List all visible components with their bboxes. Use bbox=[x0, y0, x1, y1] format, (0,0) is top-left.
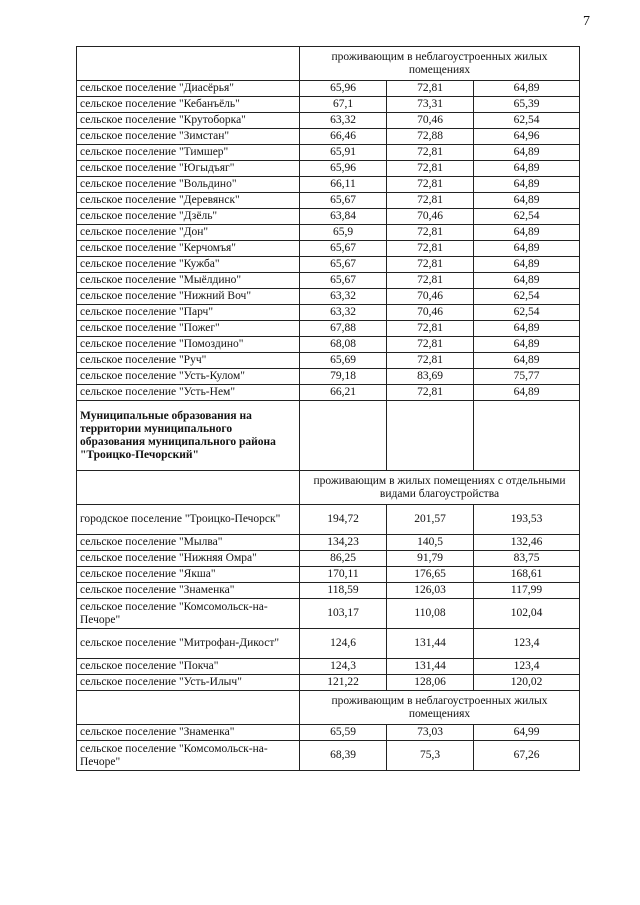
settlement-name: сельское поселение "Кужба" bbox=[77, 257, 300, 273]
value-2: 70,46 bbox=[387, 305, 474, 321]
value-2: 75,3 bbox=[387, 741, 474, 771]
value-3: 193,53 bbox=[474, 505, 580, 535]
settlement-name: сельское поселение "Вольдино" bbox=[77, 177, 300, 193]
value-3: 102,04 bbox=[474, 599, 580, 629]
tariff-table-body bbox=[77, 47, 580, 771]
settlement-name: сельское поселение "Диасёрья" bbox=[77, 81, 300, 97]
table-row bbox=[77, 177, 580, 193]
settlement-name: сельское поселение "Керчомъя" bbox=[77, 241, 300, 257]
settlement-name: сельское поселение "Парч" bbox=[77, 305, 300, 321]
value-3: 64,89 bbox=[474, 385, 580, 401]
table-row bbox=[77, 567, 580, 583]
value-3: 64,89 bbox=[474, 321, 580, 337]
value-2: 72,81 bbox=[387, 145, 474, 161]
value-3: 64,89 bbox=[474, 161, 580, 177]
settlement-name: сельское поселение "Югыдъяг" bbox=[77, 161, 300, 177]
value-3: 64,89 bbox=[474, 337, 580, 353]
settlement-name: сельское поселение "Зимстан" bbox=[77, 129, 300, 145]
table-row bbox=[77, 353, 580, 369]
table-row bbox=[77, 241, 580, 257]
value-2: 70,46 bbox=[387, 289, 474, 305]
value-1: 63,32 bbox=[300, 305, 387, 321]
settlement-name: городское поселение "Троицко-Печорск" bbox=[77, 505, 300, 535]
value-3: 64,89 bbox=[474, 241, 580, 257]
value-1: 65,67 bbox=[300, 193, 387, 209]
empty-cell bbox=[474, 401, 580, 471]
settlement-name: сельское поселение "Комсомольск-на-Печоре" bbox=[77, 741, 300, 771]
value-2: 72,81 bbox=[387, 337, 474, 353]
value-1: 65,67 bbox=[300, 257, 387, 273]
value-2: 72,81 bbox=[387, 353, 474, 369]
value-2: 176,65 bbox=[387, 567, 474, 583]
value-1: 65,9 bbox=[300, 225, 387, 241]
settlement-name: сельское поселение "Покча" bbox=[77, 659, 300, 675]
table-row bbox=[77, 583, 580, 599]
value-1: 67,88 bbox=[300, 321, 387, 337]
value-2: 72,81 bbox=[387, 193, 474, 209]
value-1: 68,08 bbox=[300, 337, 387, 353]
table-row bbox=[77, 551, 580, 567]
value-3: 62,54 bbox=[474, 289, 580, 305]
value-1: 66,21 bbox=[300, 385, 387, 401]
value-2: 70,46 bbox=[387, 209, 474, 225]
table-row bbox=[77, 599, 580, 629]
header-row-block3 bbox=[77, 691, 580, 725]
value-3: 67,26 bbox=[474, 741, 580, 771]
table-row bbox=[77, 209, 580, 225]
value-2: 70,46 bbox=[387, 113, 474, 129]
value-3: 64,89 bbox=[474, 145, 580, 161]
value-1: 65,96 bbox=[300, 81, 387, 97]
value-3: 62,54 bbox=[474, 209, 580, 225]
table-row bbox=[77, 81, 580, 97]
value-3: 83,75 bbox=[474, 551, 580, 567]
value-3: 75,77 bbox=[474, 369, 580, 385]
value-2: 91,79 bbox=[387, 551, 474, 567]
table-row bbox=[77, 193, 580, 209]
settlement-name: сельское поселение "Комсомольск-на-Печоре" bbox=[77, 599, 300, 629]
settlement-name: сельское поселение "Пожег" bbox=[77, 321, 300, 337]
value-1: 67,1 bbox=[300, 97, 387, 113]
settlement-name: сельское поселение "Деревянск" bbox=[77, 193, 300, 209]
value-1: 121,22 bbox=[300, 675, 387, 691]
table-row bbox=[77, 369, 580, 385]
empty-cell bbox=[77, 47, 300, 81]
value-1: 86,25 bbox=[300, 551, 387, 567]
value-1: 63,32 bbox=[300, 289, 387, 305]
value-1: 118,59 bbox=[300, 583, 387, 599]
table-row bbox=[77, 535, 580, 551]
value-1: 65,59 bbox=[300, 725, 387, 741]
settlement-name: сельское поселение "Нижний Воч" bbox=[77, 289, 300, 305]
settlement-name: сельское поселение "Митрофан-Дикост" bbox=[77, 629, 300, 659]
table-row bbox=[77, 337, 580, 353]
settlement-name: сельское поселение "Знаменка" bbox=[77, 725, 300, 741]
value-1: 65,96 bbox=[300, 161, 387, 177]
empty-cell bbox=[77, 471, 300, 505]
value-3: 64,89 bbox=[474, 177, 580, 193]
table-row bbox=[77, 113, 580, 129]
value-1: 66,46 bbox=[300, 129, 387, 145]
table-row bbox=[77, 161, 580, 177]
header-row-block2 bbox=[77, 471, 580, 505]
header-block2: проживающим в жилых помещениях с отдельными видами благоустройства bbox=[300, 471, 580, 505]
municipal-heading-row bbox=[77, 401, 580, 471]
value-3: 64,89 bbox=[474, 81, 580, 97]
table-row bbox=[77, 741, 580, 771]
value-2: 72,81 bbox=[387, 321, 474, 337]
value-2: 72,88 bbox=[387, 129, 474, 145]
value-3: 64,89 bbox=[474, 193, 580, 209]
settlement-name: сельское поселение "Крутоборка" bbox=[77, 113, 300, 129]
value-1: 63,84 bbox=[300, 209, 387, 225]
value-1: 124,3 bbox=[300, 659, 387, 675]
settlement-name: сельское поселение "Усть-Илыч" bbox=[77, 675, 300, 691]
settlement-name: сельское поселение "Дон" bbox=[77, 225, 300, 241]
settlement-name: сельское поселение "Усть-Кулом" bbox=[77, 369, 300, 385]
header-block1: проживающим в неблагоустроенных жилых помещениях bbox=[300, 47, 580, 81]
value-1: 65,91 bbox=[300, 145, 387, 161]
value-1: 66,11 bbox=[300, 177, 387, 193]
value-1: 68,39 bbox=[300, 741, 387, 771]
page-number: 7 bbox=[583, 14, 590, 29]
value-2: 73,31 bbox=[387, 97, 474, 113]
table-row bbox=[77, 659, 580, 675]
value-2: 72,81 bbox=[387, 225, 474, 241]
value-2: 140,5 bbox=[387, 535, 474, 551]
value-1: 65,69 bbox=[300, 353, 387, 369]
table-row bbox=[77, 725, 580, 741]
value-3: 168,61 bbox=[474, 567, 580, 583]
settlement-name: сельское поселение "Дзёль" bbox=[77, 209, 300, 225]
table-row bbox=[77, 289, 580, 305]
table-row bbox=[77, 129, 580, 145]
header-block3: проживающим в неблагоустроенных жилых помещениях bbox=[300, 691, 580, 725]
value-3: 62,54 bbox=[474, 305, 580, 321]
header-row-block1 bbox=[77, 47, 580, 81]
value-2: 131,44 bbox=[387, 629, 474, 659]
value-2: 72,81 bbox=[387, 273, 474, 289]
value-3: 65,39 bbox=[474, 97, 580, 113]
value-3: 117,99 bbox=[474, 583, 580, 599]
value-2: 72,81 bbox=[387, 385, 474, 401]
value-1: 170,11 bbox=[300, 567, 387, 583]
table-row bbox=[77, 321, 580, 337]
empty-cell bbox=[77, 691, 300, 725]
value-2: 201,57 bbox=[387, 505, 474, 535]
table-row bbox=[77, 305, 580, 321]
settlement-name: сельское поселение "Мыёлдино" bbox=[77, 273, 300, 289]
settlement-name: сельское поселение "Тимшер" bbox=[77, 145, 300, 161]
tariff-table bbox=[76, 46, 580, 771]
value-2: 110,08 bbox=[387, 599, 474, 629]
value-3: 123,4 bbox=[474, 659, 580, 675]
table-row bbox=[77, 273, 580, 289]
value-1: 124,6 bbox=[300, 629, 387, 659]
settlement-name: сельское поселение "Знаменка" bbox=[77, 583, 300, 599]
settlement-name: сельское поселение "Усть-Нем" bbox=[77, 385, 300, 401]
value-3: 123,4 bbox=[474, 629, 580, 659]
settlement-name: сельское поселение "Помоздино" bbox=[77, 337, 300, 353]
value-1: 65,67 bbox=[300, 273, 387, 289]
value-1: 79,18 bbox=[300, 369, 387, 385]
municipal-heading: Муниципальные образования на территории муниципального образования муниципального района "Троицко-Печорский" bbox=[77, 401, 300, 471]
settlement-name: сельское поселение "Нижняя Омра" bbox=[77, 551, 300, 567]
value-2: 126,03 bbox=[387, 583, 474, 599]
value-2: 72,81 bbox=[387, 81, 474, 97]
value-3: 64,96 bbox=[474, 129, 580, 145]
value-3: 132,46 bbox=[474, 535, 580, 551]
value-1: 65,67 bbox=[300, 241, 387, 257]
value-2: 72,81 bbox=[387, 161, 474, 177]
settlement-name: сельское поселение "Кебанъёль" bbox=[77, 97, 300, 113]
table-row bbox=[77, 629, 580, 659]
value-3: 64,89 bbox=[474, 225, 580, 241]
value-1: 103,17 bbox=[300, 599, 387, 629]
table-row bbox=[77, 257, 580, 273]
value-3: 64,99 bbox=[474, 725, 580, 741]
value-2: 83,69 bbox=[387, 369, 474, 385]
table-row bbox=[77, 385, 580, 401]
value-2: 72,81 bbox=[387, 177, 474, 193]
value-2: 72,81 bbox=[387, 257, 474, 273]
value-1: 134,23 bbox=[300, 535, 387, 551]
value-2: 128,06 bbox=[387, 675, 474, 691]
value-2: 72,81 bbox=[387, 241, 474, 257]
empty-cell bbox=[387, 401, 474, 471]
settlement-name: сельское поселение "Якша" bbox=[77, 567, 300, 583]
value-2: 131,44 bbox=[387, 659, 474, 675]
table-row bbox=[77, 145, 580, 161]
value-3: 62,54 bbox=[474, 113, 580, 129]
value-3: 64,89 bbox=[474, 273, 580, 289]
value-3: 64,89 bbox=[474, 257, 580, 273]
value-3: 64,89 bbox=[474, 353, 580, 369]
value-3: 120,02 bbox=[474, 675, 580, 691]
settlement-name: сельское поселение "Руч" bbox=[77, 353, 300, 369]
table-row bbox=[77, 675, 580, 691]
table-row bbox=[77, 225, 580, 241]
table-row bbox=[77, 505, 580, 535]
table-row bbox=[77, 97, 580, 113]
value-2: 73,03 bbox=[387, 725, 474, 741]
empty-cell bbox=[300, 401, 387, 471]
settlement-name: сельское поселение "Мылва" bbox=[77, 535, 300, 551]
value-1: 194,72 bbox=[300, 505, 387, 535]
value-1: 63,32 bbox=[300, 113, 387, 129]
